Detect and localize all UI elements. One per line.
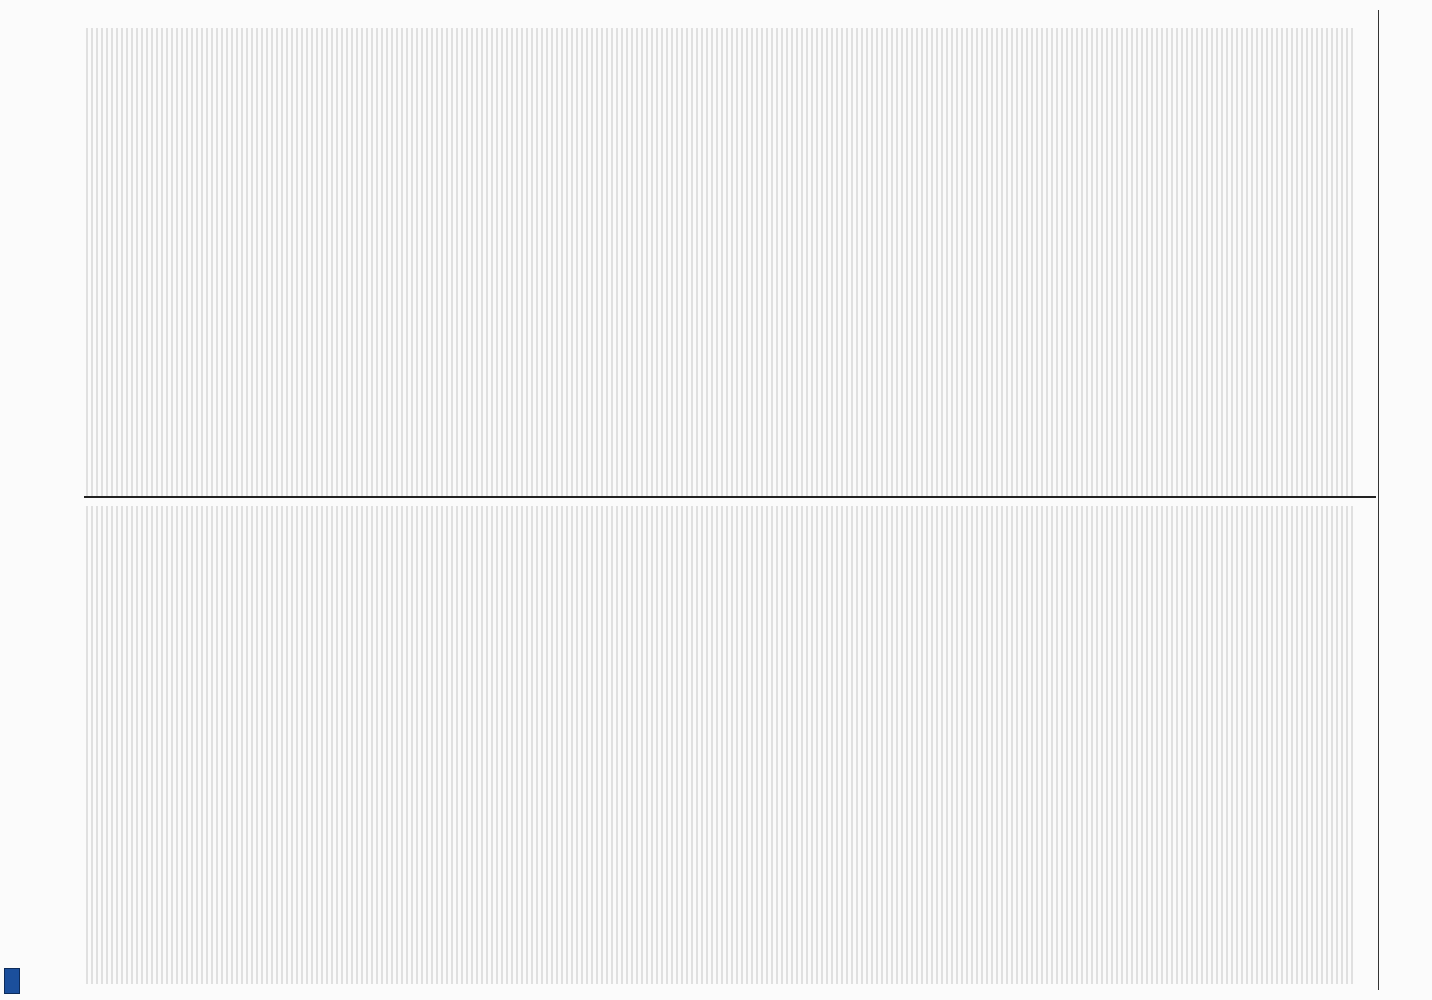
running-header-text: [1379, 10, 1419, 990]
digitization-credit: [4, 10, 26, 990]
dfg-logo-icon: [4, 968, 20, 994]
column-divider: [84, 496, 1376, 498]
text-column-upper: [86, 28, 1356, 496]
running-header: [1378, 10, 1419, 990]
text-column-lower: [86, 506, 1356, 984]
